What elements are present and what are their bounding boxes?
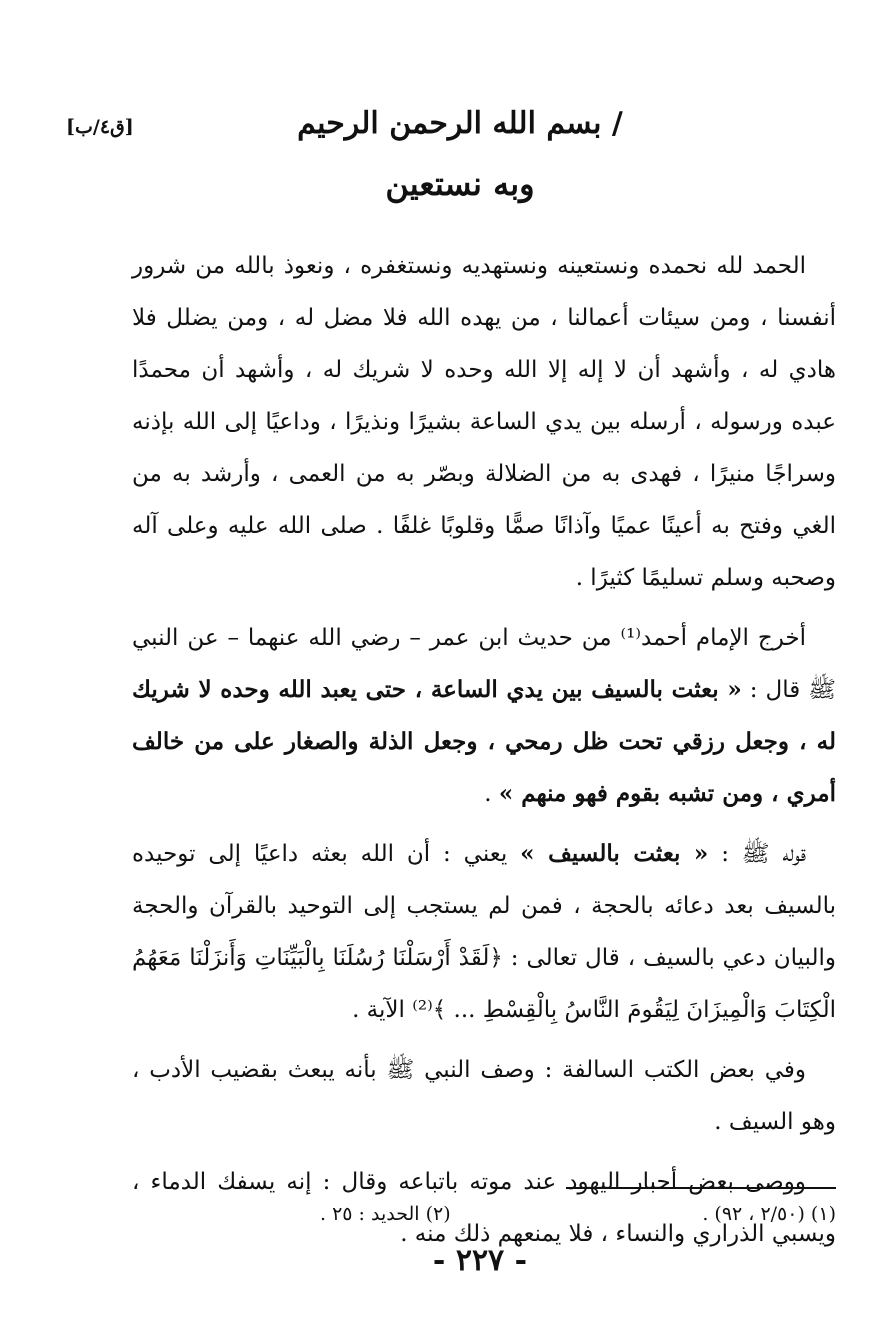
- footnote-1: (١) (٢/٥٠ ، ٩٢) .: [702, 1203, 836, 1225]
- basmala-heading: / بسم الله الرحمن الرحيم: [297, 106, 623, 141]
- paragraph-3: [132, 828, 836, 1036]
- paragraph-2: [132, 612, 836, 820]
- hadith-text: « بعثت بالسيف بين يدي الساعة ، حتى يعبد الله وحده لا شريك له ، وجعل رزقي تحت ظل رمحي ، وجعل الذلة والصغار على من خالف أمري ، ومن تشبه بقوم فهو منهم »: [132, 676, 836, 807]
- footnote-divider: [566, 1187, 836, 1189]
- paragraph-2-intro: أخرج الإمام أحمد⁽¹⁾ من حديث ابن عمر – رضي الله عنهما – عن النبي ﷺ قال :: [132, 625, 836, 703]
- paragraph-4: وفي بعض الكتب السالفة : وصف النبي ﷺ بأنه يبعث بقضيب الأدب ، وهو السيف .: [132, 1057, 836, 1135]
- page-number: - ٢٢٧ -: [432, 1243, 528, 1278]
- subheading: وبه نستعين: [385, 165, 535, 203]
- paragraph-2-end: .: [484, 781, 499, 807]
- footnote-2: (٢) الحديد : ٢٥ .: [320, 1203, 451, 1225]
- paragraph-3-rest: يعني : أن الله بعثه داعيًا إلى توحيده بالسيف بعد دعائه بالحجة ، فمن لم يستجب إلى التوحيد بالقرآن والحجة والبيان دعي بالسيف ، قال تعالى : ﴿لَقَدْ أَرْسَلْنَا رُسُلَنَا بِالْبَيِّنَاتِ وَأَنزَلْنَا مَعَهُمُ الْكِتَابَ وَالْمِيزَانَ لِيَقُومَ النَّاسُ بِالْقِسْطِ ... ﴾⁽²⁾ الآية .: [132, 841, 836, 1023]
- paragraph-5: ووصى بعض أحبار اليهود عند موته باتباعه وقال : إنه يسفك الدماء ، ويسبي الذراري والنساء ، فلا يمنعهم ذلك منه .: [132, 1169, 836, 1247]
- quoted-hadith: « بعثت بالسيف »: [520, 840, 709, 867]
- manuscript-folio-reference: [ق٤/ب]: [66, 116, 134, 138]
- footnotes: [320, 1200, 836, 1228]
- main-text: [132, 240, 836, 1260]
- paragraph-3-lead: قوله ﷺ :: [721, 841, 806, 867]
- paragraph-1: الحمد لله نحمده ونستعينه ونستهديه ونستغفره ، ونعوذ بالله من شرور أنفسنا ، ومن سيئات أعمالنا ، من يهده الله فلا مضل له ، ومن يضلل فلا هادي له ، وأشهد أن لا إله إلا الله وحده لا شريك له ، وأشهد أن محمدًا عبده ورسوله ، أرسله بين يدي الساعة بشيرًا ونذيرًا ، وداعيًا إلى الله بإذنه وسراجًا منيرًا ، فهدى به من الضلالة وبصّر به من العمى ، وأرشد به من الغي وفتح به أعينًا عميًا وآذانًا صمًّا وقلوبًا غلفًا . صلى الله عليه وعلى آله وصحبه وسلم تسليمًا كثيرًا .: [132, 253, 836, 591]
